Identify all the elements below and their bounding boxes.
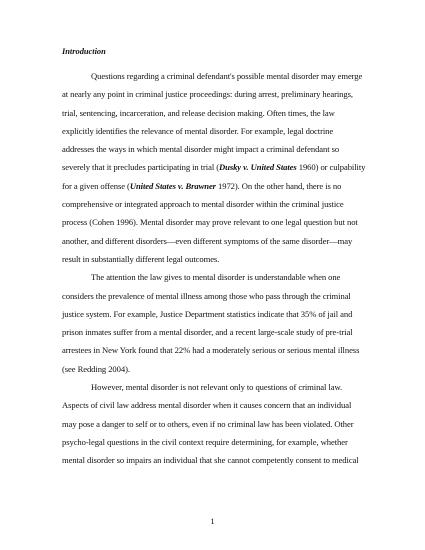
text-line [62, 85, 365, 103]
text-segment: justice system. For example, Justice Department statistics indicate that 35% of jail and [62, 308, 353, 319]
text-segment: prison inmates suffer from a mental disorder, and a recent large-scale study of pre-trial [62, 327, 353, 338]
text-segment: trial, sentencing, incarceration, and release decision making. Often times, the law [62, 107, 335, 118]
text-line [62, 195, 365, 213]
text-segment: at nearly any point in criminal justice proceedings: during arrest, preliminary hearings, [62, 89, 353, 100]
text-line [62, 158, 365, 176]
text-segment: for a given offense ( [62, 180, 130, 191]
text-segment: comprehensive or integrated approach to mental disorder within the criminal justice [62, 199, 344, 210]
section-heading: Introduction [62, 47, 106, 56]
text-line [62, 67, 365, 85]
text-line [62, 104, 365, 122]
text-segment: severely that it precludes participating in trial ( [62, 162, 219, 173]
text-line [62, 323, 365, 341]
text-segment: mental disorder so impairs an individual that she cannot competently consent to medical [62, 455, 359, 466]
text-segment: another, and different disorders—even different symptoms of the same disorder—may [62, 235, 353, 246]
text-line [62, 287, 365, 305]
text-line [62, 232, 365, 250]
text-segment: Questions regarding a criminal defendant's possible mental disorder may emerge [91, 71, 363, 81]
text-line [62, 451, 365, 469]
text-line [62, 341, 365, 359]
text-line [62, 177, 365, 195]
text-segment: considers the prevalence of mental illness among those who pass through the criminal [62, 290, 351, 301]
text-line [62, 213, 365, 231]
text-segment: result in substantially different legal outcomes. [62, 253, 220, 264]
text-segment: psycho-legal questions in the civil context require determining, for example, whether [62, 436, 348, 447]
case-citation: Dusky v. United States [219, 162, 297, 173]
text-line [62, 396, 365, 414]
text-segment: (see Redding 2004). [62, 363, 130, 374]
text-line [62, 415, 365, 433]
text-line [62, 268, 365, 286]
text-segment: addresses the ways in which mental disorder might impact a criminal defendant so [62, 144, 340, 155]
text-segment: process (Cohen 1996). Mental disorder may prove relevant to one legal question but not [62, 217, 358, 228]
text-segment: 1972). On the other hand, there is no [215, 180, 342, 191]
page-number: 1 [210, 516, 215, 526]
text-line [62, 250, 365, 268]
text-line [62, 305, 365, 323]
body-text [62, 67, 365, 470]
case-citation: United States v. Brawner [129, 180, 216, 191]
text-line [62, 433, 365, 451]
text-line [62, 140, 365, 158]
text-line [62, 122, 365, 140]
paragraph [62, 67, 365, 268]
paragraph [62, 378, 365, 469]
text-segment: arrestees in New York found that 22% had a moderately serious or serious mental illness [62, 345, 360, 356]
text-segment: Aspects of civil law address mental disorder when it causes concern that an individual [62, 400, 352, 411]
text-line [62, 360, 365, 378]
text-segment: However, mental disorder is not relevant only to questions of criminal law. [91, 382, 343, 393]
text-segment: explicitly identifies the relevance of mental disorder. For example, legal doctrine [62, 125, 334, 136]
paragraph [62, 268, 365, 378]
text-segment: may pose a danger to self or to others, even if no criminal law has been violated. Other [62, 418, 354, 429]
text-segment: 1960) or culpability [296, 162, 366, 173]
text-segment: The attention the law gives to mental disorder is understandable when one [91, 272, 341, 283]
text-line [62, 378, 365, 396]
